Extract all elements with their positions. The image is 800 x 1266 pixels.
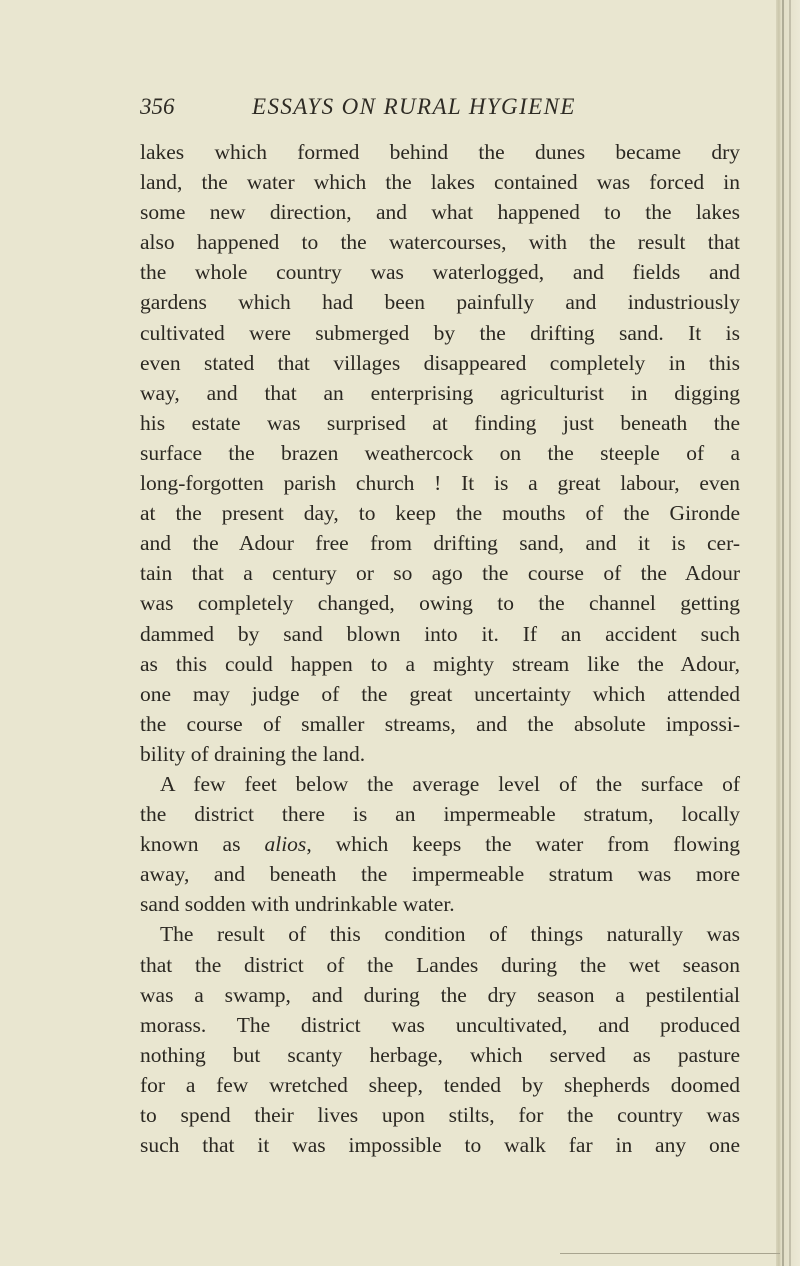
text-line: sand sodden with undrinkable water. (140, 892, 455, 917)
text-line: surface the brazen weathercock on the steeple of a (140, 440, 740, 465)
text-line: The result of this condition of things naturally was (160, 922, 740, 947)
text-line: morass. The district was uncultivated, and produced (140, 1012, 740, 1037)
text-line: long-forgotten parish church ! It is a great labour, even (140, 471, 740, 496)
text-line: also happened to the watercourses, with the result that (140, 230, 740, 255)
text-line: tain that a century or so ago the course of the Adour (140, 561, 740, 586)
text-line: even stated that villages disappeared completely in this (140, 350, 740, 375)
text-line: for a few wretched sheep, tended by shepherds doomed (140, 1072, 740, 1097)
text-line: away, and beneath the impermeable stratum was more (140, 862, 740, 887)
text-line: known as alios, which keeps the water from flowing (140, 832, 740, 857)
text-line: A few feet below the average level of the surface of (160, 771, 740, 796)
text-line: that the district of the Landes during the wet season (140, 952, 740, 977)
page-edge-shadow (776, 0, 800, 1266)
text-line: as this could happen to a mighty stream like the Adour, (140, 651, 740, 676)
text-line: the course of smaller streams, and the absolute impossi- (140, 711, 740, 736)
page-edge-line-inner (789, 0, 791, 1266)
text-line: lakes which formed behind the dunes became dry (140, 140, 740, 164)
text-line: was a swamp, and during the dry season a pestilential (140, 982, 740, 1007)
text-line: such that it was impossible to walk far in any one (140, 1133, 740, 1158)
text-line: was completely changed, owing to the channel getting (140, 591, 740, 616)
text-line: gardens which had been painfully and industriously (140, 290, 740, 315)
text-line: way, and that an enterprising agriculturist in digging (140, 380, 740, 405)
text-line: the district there is an impermeable stratum, locally (140, 802, 740, 827)
body-text (140, 137, 740, 1160)
text-line: his estate was surprised at finding just beneath the (140, 410, 740, 435)
bottom-edge-line (560, 1253, 780, 1254)
text-line: dammed by sand blown into it. If an accident such (140, 621, 740, 646)
text-line: some new direction, and what happened to the lakes (140, 200, 740, 225)
text-line: nothing but scanty herbage, which served as pasture (140, 1042, 740, 1067)
text-line: bility of draining the land. (140, 741, 366, 766)
page-edge-line (782, 0, 784, 1266)
text-line: one may judge of the great uncertainty which attended (140, 681, 740, 706)
text-line: land, the water which the lakes contained was forced in (140, 170, 740, 195)
running-title: ESSAYS ON RURAL HYGIENE (252, 94, 576, 119)
text-line: cultivated were submerged by the drifting sand. It is (140, 320, 740, 345)
text-line: to spend their lives upon stilts, for the country was (140, 1103, 740, 1127)
page-number: 356 (140, 94, 175, 119)
text-line: and the Adour free from drifting sand, and it is cer- (140, 531, 740, 556)
text-line: the whole country was waterlogged, and fields and (140, 260, 740, 285)
text-line: at the present day, to keep the mouths of the Gironde (140, 501, 740, 526)
